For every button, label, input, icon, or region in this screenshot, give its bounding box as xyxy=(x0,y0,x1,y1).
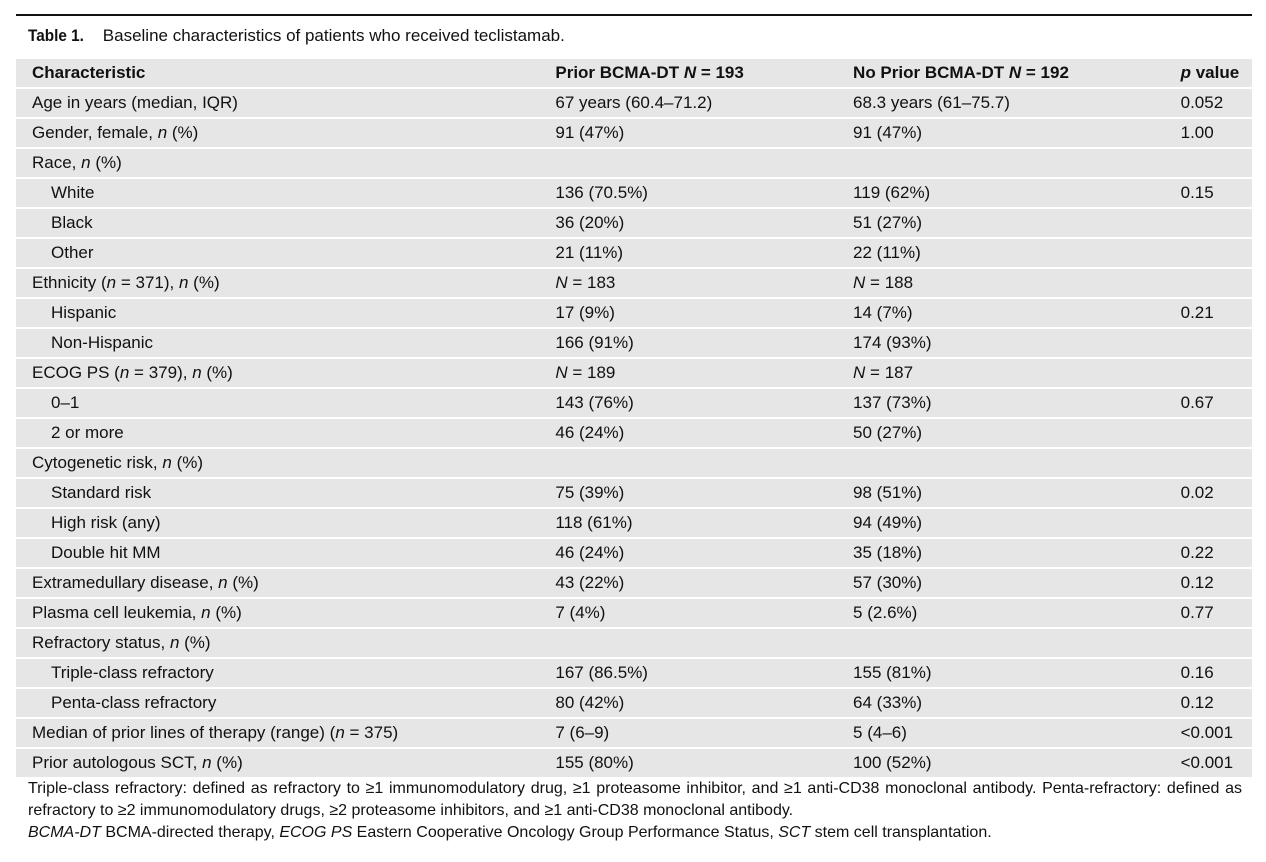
table-row xyxy=(16,239,1252,267)
table-caption xyxy=(28,24,565,48)
cell-p-value: 0.67 xyxy=(1181,389,1252,417)
cell-no-prior-bcma: 5 (2.6%) xyxy=(853,599,1181,627)
cell-prior-bcma: 75 (39%) xyxy=(555,479,853,507)
cell-characteristic: White xyxy=(16,179,555,207)
cell-characteristic: Black xyxy=(16,209,555,237)
cell-characteristic: Other xyxy=(16,239,555,267)
cell-no-prior-bcma: 35 (18%) xyxy=(853,539,1181,567)
cell-no-prior-bcma: 119 (62%) xyxy=(853,179,1181,207)
cell-characteristic: Prior autologous SCT, n (%) xyxy=(16,749,555,777)
cell-no-prior-bcma: 174 (93%) xyxy=(853,329,1181,357)
cell-prior-bcma: 118 (61%) xyxy=(555,509,853,537)
cell-p-value xyxy=(1181,269,1252,297)
cell-characteristic: ECOG PS (n = 379), n (%) xyxy=(16,359,555,387)
cell-prior-bcma: 136 (70.5%) xyxy=(555,179,853,207)
cell-prior-bcma: 143 (76%) xyxy=(555,389,853,417)
cell-no-prior-bcma: 94 (49%) xyxy=(853,509,1181,537)
cell-no-prior-bcma: 68.3 years (61–75.7) xyxy=(853,89,1181,117)
header-prior-bcma: Prior BCMA-DT N = 193 xyxy=(555,59,853,87)
header-no-prior-bcma: No Prior BCMA-DT N = 192 xyxy=(853,59,1181,87)
cell-no-prior-bcma: 91 (47%) xyxy=(853,119,1181,147)
cell-no-prior-bcma xyxy=(853,149,1181,177)
cell-no-prior-bcma: 22 (11%) xyxy=(853,239,1181,267)
cell-prior-bcma: 91 (47%) xyxy=(555,119,853,147)
table-row xyxy=(16,719,1252,747)
table-row xyxy=(16,629,1252,657)
table-row xyxy=(16,209,1252,237)
cell-prior-bcma: 17 (9%) xyxy=(555,299,853,327)
table-row xyxy=(16,509,1252,537)
cell-p-value: 0.052 xyxy=(1181,89,1252,117)
cell-prior-bcma: 46 (24%) xyxy=(555,539,853,567)
cell-p-value xyxy=(1181,149,1252,177)
cell-no-prior-bcma: 155 (81%) xyxy=(853,659,1181,687)
cell-characteristic: Non-Hispanic xyxy=(16,329,555,357)
cell-prior-bcma: 36 (20%) xyxy=(555,209,853,237)
cell-no-prior-bcma: N = 188 xyxy=(853,269,1181,297)
table-row xyxy=(16,749,1252,777)
cell-prior-bcma xyxy=(555,449,853,477)
cell-characteristic: Median of prior lines of therapy (range) (n = 375) xyxy=(16,719,555,747)
cell-prior-bcma: 80 (42%) xyxy=(555,689,853,717)
cell-prior-bcma: 21 (11%) xyxy=(555,239,853,267)
cell-characteristic: Triple-class refractory xyxy=(16,659,555,687)
table-row xyxy=(16,119,1252,147)
cell-p-value xyxy=(1181,209,1252,237)
cell-p-value: 0.15 xyxy=(1181,179,1252,207)
cell-p-value: 0.21 xyxy=(1181,299,1252,327)
cell-p-value xyxy=(1181,629,1252,657)
cell-characteristic: Hispanic xyxy=(16,299,555,327)
cell-p-value: 0.77 xyxy=(1181,599,1252,627)
table-row xyxy=(16,689,1252,717)
cell-p-value xyxy=(1181,419,1252,447)
cell-prior-bcma: 167 (86.5%) xyxy=(555,659,853,687)
table-title: Baseline characteristics of patients who received teclistamab. xyxy=(102,26,565,45)
cell-p-value: <0.001 xyxy=(1181,719,1252,747)
cell-characteristic: Plasma cell leukemia, n (%) xyxy=(16,599,555,627)
cell-p-value xyxy=(1181,449,1252,477)
table-row xyxy=(16,479,1252,507)
cell-no-prior-bcma: 98 (51%) xyxy=(853,479,1181,507)
cell-no-prior-bcma: 14 (7%) xyxy=(853,299,1181,327)
cell-no-prior-bcma: 137 (73%) xyxy=(853,389,1181,417)
table-header-row xyxy=(16,59,1252,87)
cell-characteristic: Extramedullary disease, n (%) xyxy=(16,569,555,597)
table-label: Table 1. xyxy=(28,26,84,45)
cell-no-prior-bcma xyxy=(853,629,1181,657)
cell-p-value: 0.12 xyxy=(1181,689,1252,717)
cell-characteristic: Race, n (%) xyxy=(16,149,555,177)
cell-prior-bcma: 166 (91%) xyxy=(555,329,853,357)
cell-prior-bcma xyxy=(555,629,853,657)
cell-p-value: <0.001 xyxy=(1181,749,1252,777)
cell-characteristic: Standard risk xyxy=(16,479,555,507)
cell-no-prior-bcma xyxy=(853,449,1181,477)
table-row xyxy=(16,179,1252,207)
cell-no-prior-bcma: 57 (30%) xyxy=(853,569,1181,597)
footnote-abbreviations: BCMA-DT BCMA-directed therapy, ECOG PS Eastern Cooperative Oncology Group Performance Status, SCT stem cell transplantation. xyxy=(28,824,992,841)
cell-characteristic: 2 or more xyxy=(16,419,555,447)
cell-p-value xyxy=(1181,509,1252,537)
table-row xyxy=(16,539,1252,567)
cell-p-value xyxy=(1181,239,1252,267)
cell-prior-bcma: 67 years (60.4–71.2) xyxy=(555,89,853,117)
cell-prior-bcma: N = 189 xyxy=(555,359,853,387)
cell-prior-bcma: 46 (24%) xyxy=(555,419,853,447)
table-row xyxy=(16,299,1252,327)
cell-p-value xyxy=(1181,359,1252,387)
table-row xyxy=(16,359,1252,387)
cell-characteristic: High risk (any) xyxy=(16,509,555,537)
cell-prior-bcma xyxy=(555,149,853,177)
footnote-definition: Triple-class refractory: defined as refractory to ≥1 immunomodulatory drug, ≥1 proteasome inhibitor, and ≥1 anti-CD38 monoclonal antibody. Penta-refractory: defined as refractory to ≥2 immunomodulatory drugs, ≥2 proteasome inhibitors, and ≥1 anti-CD38 monoclonal antibody. xyxy=(28,780,1242,819)
cell-p-value: 0.12 xyxy=(1181,569,1252,597)
table-row xyxy=(16,329,1252,357)
baseline-table xyxy=(16,57,1252,779)
table-row xyxy=(16,269,1252,297)
table-row xyxy=(16,599,1252,627)
header-characteristic: Characteristic xyxy=(16,59,555,87)
cell-characteristic: Ethnicity (n = 371), n (%) xyxy=(16,269,555,297)
cell-prior-bcma: 7 (4%) xyxy=(555,599,853,627)
cell-p-value: 0.02 xyxy=(1181,479,1252,507)
top-rule xyxy=(16,14,1252,16)
cell-characteristic: Gender, female, n (%) xyxy=(16,119,555,147)
table-row xyxy=(16,419,1252,447)
cell-no-prior-bcma: 50 (27%) xyxy=(853,419,1181,447)
cell-characteristic: Age in years (median, IQR) xyxy=(16,89,555,117)
cell-p-value: 0.16 xyxy=(1181,659,1252,687)
cell-no-prior-bcma: 5 (4–6) xyxy=(853,719,1181,747)
table-row xyxy=(16,149,1252,177)
table-row xyxy=(16,449,1252,477)
table-row xyxy=(16,569,1252,597)
cell-characteristic: Penta-class refractory xyxy=(16,689,555,717)
header-p-value: p value xyxy=(1181,59,1252,87)
table-row xyxy=(16,389,1252,417)
cell-characteristic: Cytogenetic risk, n (%) xyxy=(16,449,555,477)
table-row xyxy=(16,89,1252,117)
cell-p-value: 1.00 xyxy=(1181,119,1252,147)
cell-characteristic: 0–1 xyxy=(16,389,555,417)
cell-no-prior-bcma: 100 (52%) xyxy=(853,749,1181,777)
cell-prior-bcma: 7 (6–9) xyxy=(555,719,853,747)
cell-no-prior-bcma: 51 (27%) xyxy=(853,209,1181,237)
cell-p-value: 0.22 xyxy=(1181,539,1252,567)
table-footnote xyxy=(28,778,1242,844)
cell-p-value xyxy=(1181,329,1252,357)
table-row xyxy=(16,659,1252,687)
cell-prior-bcma: 155 (80%) xyxy=(555,749,853,777)
cell-prior-bcma: 43 (22%) xyxy=(555,569,853,597)
table-body xyxy=(16,89,1252,777)
cell-no-prior-bcma: N = 187 xyxy=(853,359,1181,387)
cell-no-prior-bcma: 64 (33%) xyxy=(853,689,1181,717)
cell-characteristic: Double hit MM xyxy=(16,539,555,567)
cell-characteristic: Refractory status, n (%) xyxy=(16,629,555,657)
cell-prior-bcma: N = 183 xyxy=(555,269,853,297)
